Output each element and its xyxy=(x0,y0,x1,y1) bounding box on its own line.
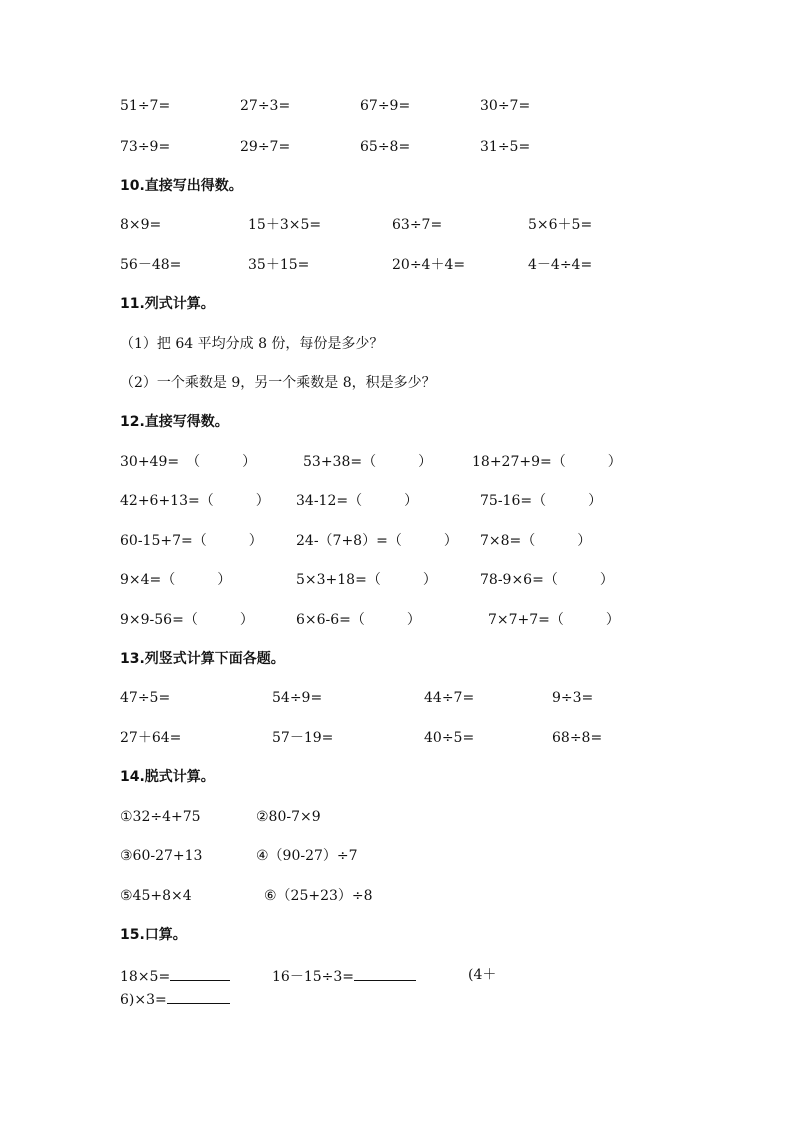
problem: 35＋15= xyxy=(248,257,310,273)
problem-with-blank xyxy=(272,966,416,986)
problem-with-blank xyxy=(120,966,230,986)
problem: 20÷4＋4= xyxy=(392,257,466,273)
section-title: 12.直接写得数。 xyxy=(120,414,229,430)
problem: 56－48= xyxy=(120,257,182,273)
problem: 9×9-56=（ ） xyxy=(120,612,254,628)
word-problem: （1）把 64 平均分成 8 份，每份是多少？ xyxy=(120,336,384,352)
problem: 18+27+9=（ ） xyxy=(472,454,622,470)
problem: 51÷7= xyxy=(120,98,171,114)
problem: 63÷7= xyxy=(392,217,443,233)
section-title: 11.列式计算。 xyxy=(120,296,215,312)
problem: 18×5= xyxy=(120,969,171,985)
problem: 42+6+13=（ ） xyxy=(120,493,270,509)
problem: 30÷7= xyxy=(480,98,531,114)
problem: ③60-27+13 xyxy=(120,848,203,864)
section-title: 10.直接写出得数。 xyxy=(120,178,243,194)
problem: ④（90-27）÷7 xyxy=(256,848,358,864)
problem: 27÷3= xyxy=(240,98,291,114)
problem: 67÷9= xyxy=(360,98,411,114)
problem: 31÷5= xyxy=(480,139,531,155)
problem: 40÷5= xyxy=(424,730,475,746)
section-title: 14.脱式计算。 xyxy=(120,769,215,785)
problem: 54÷9= xyxy=(272,690,323,706)
problem: 6×6-6=（ ） xyxy=(296,612,421,628)
problem: 44÷7= xyxy=(424,690,475,706)
problem: 65÷8= xyxy=(360,139,411,155)
problem: 9÷3= xyxy=(552,690,594,706)
problem: 4－4÷4= xyxy=(528,257,593,273)
problem: 5×3+18=（ ） xyxy=(296,572,437,588)
problem: 30+49= （ ） xyxy=(120,454,257,470)
problem: 60-15+7=（ ） xyxy=(120,533,263,549)
problem: 15＋3×5= xyxy=(248,217,322,233)
problem: 7×8=（ ） xyxy=(480,533,592,549)
problem: ①32÷4+75 xyxy=(120,809,201,825)
section-title: 13.列竖式计算下面各题。 xyxy=(120,651,285,667)
problem: 34-12=（ ） xyxy=(296,493,419,509)
problem: 27＋64= xyxy=(120,730,182,746)
problem: 75-16=（ ） xyxy=(480,493,603,509)
problem: 7×7+7=（ ） xyxy=(488,612,620,628)
problem: 24-（7+8）=（ ） xyxy=(296,533,458,549)
problem-with-blank xyxy=(120,989,230,1009)
section-title: 15.口算。 xyxy=(120,927,187,943)
problem: 29÷7= xyxy=(240,139,291,155)
answer-blank[interactable] xyxy=(170,966,230,981)
problem: (4＋ xyxy=(468,967,497,983)
problem: 53+38=（ ） xyxy=(303,454,433,470)
problem: 16－15÷3= xyxy=(272,969,354,985)
problem: 8×9= xyxy=(120,217,162,233)
problem: 47÷5= xyxy=(120,690,171,706)
problem: 68÷8= xyxy=(552,730,603,746)
problem: 9×4=（ ） xyxy=(120,572,232,588)
answer-blank[interactable] xyxy=(167,989,230,1004)
word-problem: （2）一个乘数是 9，另一个乘数是 8，积是多少？ xyxy=(120,375,436,391)
problem: 78-9×6=（ ） xyxy=(480,572,614,588)
problem: ②80-7×9 xyxy=(256,809,321,825)
problem: 57－19= xyxy=(272,730,334,746)
problem: 6)×3= xyxy=(120,992,167,1008)
answer-blank[interactable] xyxy=(354,966,416,981)
problem: ⑥（25+23）÷8 xyxy=(264,888,373,904)
problem: ⑤45+8×4 xyxy=(120,888,192,904)
problem: 73÷9= xyxy=(120,139,171,155)
problem: 5×6＋5= xyxy=(528,217,593,233)
